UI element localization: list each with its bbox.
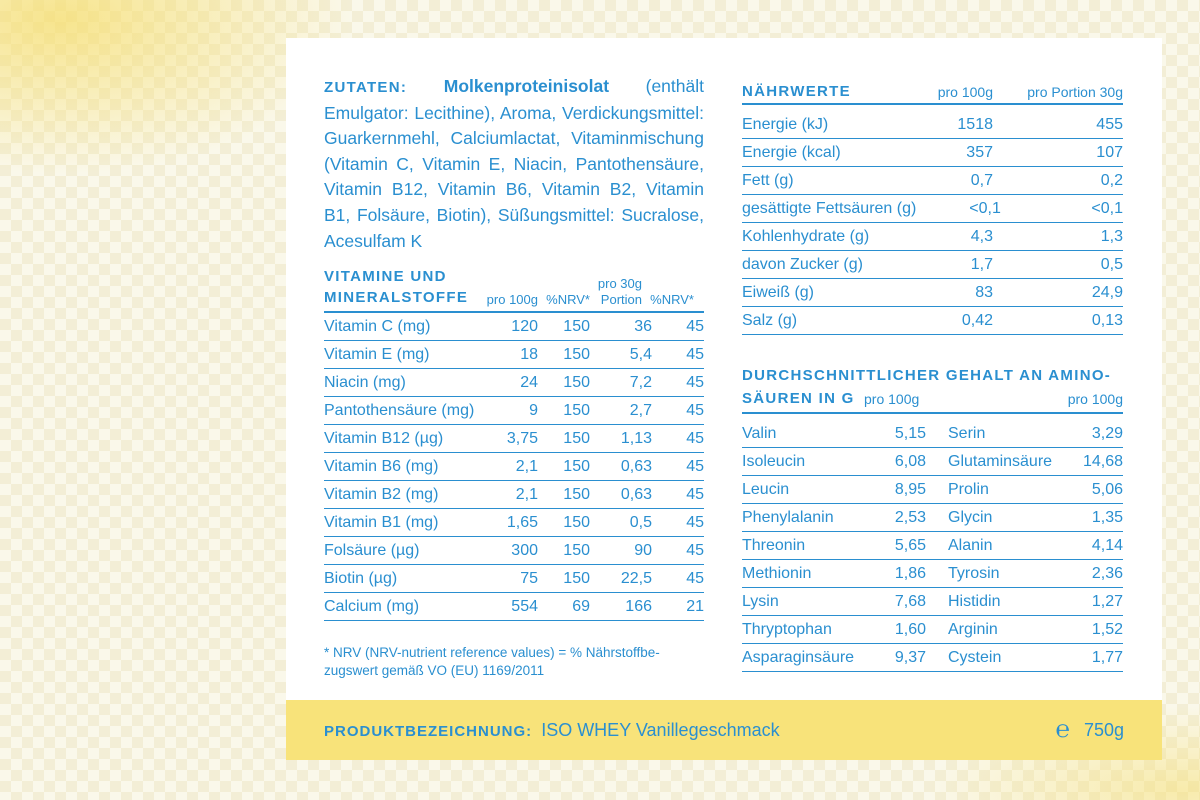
nutrient-portion: <0,1 xyxy=(1091,199,1123,217)
amino-row xyxy=(742,420,1123,448)
amino-value-left: 9,37 xyxy=(894,648,926,666)
vitamin-nrv-100: 150 xyxy=(563,373,590,391)
nutrition-title: NÄHRWERTE xyxy=(742,83,851,100)
product-designation-label: PRODUKTBEZEICHNUNG: xyxy=(324,722,533,740)
vitamin-row xyxy=(324,509,704,537)
col-portion: pro Portion 30g xyxy=(1027,84,1123,100)
nutrition-row xyxy=(742,139,1123,167)
vitamin-nrv-portion: 45 xyxy=(686,401,704,419)
product-designation xyxy=(324,720,1056,741)
nutrient-portion: 24,9 xyxy=(1091,283,1123,301)
nutrient-per100: 1518 xyxy=(957,115,993,133)
vitamin-nrv-100: 150 xyxy=(563,345,590,363)
vitamin-nrv-100: 150 xyxy=(563,569,590,587)
amino-value-left: 5,65 xyxy=(894,536,926,554)
amino-name-right: Cystein xyxy=(948,648,1002,666)
amino-col-b: pro 100g xyxy=(1067,391,1123,407)
vitamin-per100: 120 xyxy=(511,317,538,335)
nutrient-portion: 455 xyxy=(1096,115,1123,133)
amino-name-right: Histidin xyxy=(948,592,1001,610)
nutrition-row xyxy=(742,195,1123,223)
amino-row xyxy=(742,448,1123,476)
vitamin-portion: 0,63 xyxy=(620,485,652,503)
amino-name-left: Phenylalanin xyxy=(742,508,834,526)
vitamin-row xyxy=(324,369,704,397)
nutrient-per100: 0,42 xyxy=(961,311,993,329)
amino-row xyxy=(742,560,1123,588)
vitamin-portion: 166 xyxy=(625,597,652,615)
amino-name-right: Glutaminsäure xyxy=(948,452,1053,470)
amino-row xyxy=(742,532,1123,560)
vitamins-title xyxy=(324,266,474,308)
amino-table xyxy=(742,364,1123,672)
vitamin-per100: 3,75 xyxy=(506,429,538,447)
amino-row xyxy=(742,644,1123,672)
vitamin-name: Vitamin B6 (mg) xyxy=(324,457,439,475)
amino-title-line1: DURCHSCHNITTLICHER GEHALT AN AMINO- xyxy=(742,367,1112,384)
vitamin-name: Niacin (mg) xyxy=(324,373,406,391)
net-weight xyxy=(1056,716,1124,744)
amino-row xyxy=(742,616,1123,644)
vitamin-per100: 300 xyxy=(511,541,538,559)
nutrition-row xyxy=(742,111,1123,139)
amino-row xyxy=(742,588,1123,616)
col-per100: pro 100g xyxy=(937,84,993,100)
amino-name-left: Thryptophan xyxy=(742,620,832,638)
vitamin-name: Vitamin B2 (mg) xyxy=(324,485,439,503)
col-portion-line2: Portion xyxy=(600,292,642,307)
amino-name-left: Isoleucin xyxy=(742,452,806,470)
amino-value-right: 2,36 xyxy=(1091,564,1123,582)
amino-value-right: 5,06 xyxy=(1091,480,1123,498)
amino-row xyxy=(742,504,1123,532)
vitamins-rows xyxy=(324,313,704,621)
amino-name-right: Serin xyxy=(948,424,986,442)
ingredients-main: Molkenproteinisolat xyxy=(443,76,610,96)
amino-value-right: 1,27 xyxy=(1091,592,1123,610)
vitamin-name: Pantothensäure (mg) xyxy=(324,401,475,419)
vitamin-name: Biotin (µg) xyxy=(324,569,398,587)
vitamin-nrv-100: 150 xyxy=(563,457,590,475)
amino-rows xyxy=(742,420,1123,672)
nutrition-row xyxy=(742,251,1123,279)
vitamin-portion: 22,5 xyxy=(620,569,652,587)
vitamin-nrv-100: 150 xyxy=(563,541,590,559)
vitamin-name: Vitamin B12 (µg) xyxy=(324,429,444,447)
amino-name-left: Valin xyxy=(742,424,777,442)
product-name: ISO WHEY Vanillegeschmack xyxy=(541,719,780,740)
vitamin-row xyxy=(324,425,704,453)
vitamins-table-header xyxy=(324,264,704,313)
vitamin-portion: 36 xyxy=(634,317,652,335)
nutrient-name: Energie (kcal) xyxy=(742,143,841,161)
nutrition-label-card xyxy=(286,38,1162,760)
nutrition-row xyxy=(742,167,1123,195)
footnote-line2: zugswert gemäß VO (EU) 1169/2011 xyxy=(324,663,545,678)
ingredients-text xyxy=(324,74,704,254)
nutrient-portion: 107 xyxy=(1096,143,1123,161)
vitamin-per100: 9 xyxy=(529,401,538,419)
amino-value-right: 4,14 xyxy=(1091,536,1123,554)
col-portion-line1: pro 30g xyxy=(597,276,642,291)
vitamin-row xyxy=(324,593,704,621)
nutrient-per100: <0,1 xyxy=(969,199,1001,217)
vitamin-row xyxy=(324,397,704,425)
vitamin-per100: 18 xyxy=(520,345,538,363)
vitamin-nrv-100: 150 xyxy=(563,401,590,419)
ingredients-label: ZUTATEN: xyxy=(324,79,408,96)
nutrient-portion: 1,3 xyxy=(1100,227,1123,245)
vitamin-name: Folsäure (µg) xyxy=(324,541,420,559)
vitamin-per100: 2,1 xyxy=(515,485,538,503)
nutrient-portion: 0,2 xyxy=(1100,171,1123,189)
col-per100: pro 100g xyxy=(486,292,538,307)
nutrient-per100: 357 xyxy=(966,143,993,161)
nutrient-per100: 4,3 xyxy=(970,227,993,245)
amino-title xyxy=(742,364,1123,410)
amino-value-left: 8,95 xyxy=(894,480,926,498)
nutrition-row xyxy=(742,223,1123,251)
nutrient-portion: 0,13 xyxy=(1091,311,1123,329)
amino-value-right: 1,52 xyxy=(1091,620,1123,638)
weight-value: 750g xyxy=(1083,719,1124,740)
vitamin-per100: 75 xyxy=(520,569,538,587)
vitamin-portion: 1,13 xyxy=(620,429,652,447)
ingredients-rest: (enthält Emulgator: Lecithine), Aroma, Verdickungsmittel: Guarkernmehl, Calciumlactat, Vitaminmischung (Vitamin C, Vitamin E, Niacin, Pantothensäure, Vitamin B12, Vitamin B6, Vitamin B2, Vitamin B1, Folsäure, Biotin), Süßungsmittel: Sucralose, Acesulfam K xyxy=(324,76,704,251)
vitamin-row xyxy=(324,313,704,341)
amino-col-a: pro 100g xyxy=(864,391,920,407)
vitamin-portion: 2,7 xyxy=(629,401,652,419)
vitamin-nrv-portion: 45 xyxy=(686,513,704,531)
vitamin-nrv-portion: 45 xyxy=(686,373,704,391)
amino-name-right: Tyrosin xyxy=(948,564,1000,582)
vitamin-nrv-portion: 45 xyxy=(686,457,704,475)
vitamin-nrv-portion: 45 xyxy=(686,569,704,587)
vitamin-row xyxy=(324,565,704,593)
nutrient-name: Salz (g) xyxy=(742,311,798,329)
amino-value-left: 6,08 xyxy=(894,452,926,470)
amino-name-left: Asparaginsäure xyxy=(742,648,855,666)
amino-title-line2: SÄUREN IN G xyxy=(742,390,855,407)
nutrition-table-header xyxy=(742,76,1123,105)
amino-value-right: 3,29 xyxy=(1091,424,1123,442)
vitamin-per100: 2,1 xyxy=(515,457,538,475)
amino-table-header xyxy=(742,364,1123,414)
amino-value-left: 1,60 xyxy=(894,620,926,638)
footnote-line1: * NRV (NRV-nutrient reference values) = % Nährstoffbe- xyxy=(324,645,660,660)
vitamin-row xyxy=(324,481,704,509)
amino-name-left: Methionin xyxy=(742,564,812,582)
vitamin-portion: 0,5 xyxy=(629,513,652,531)
amino-name-left: Threonin xyxy=(742,536,806,554)
estimated-sign-icon: ℮ xyxy=(1055,716,1070,743)
vitamin-nrv-100: 69 xyxy=(572,597,590,615)
amino-name-right: Prolin xyxy=(948,480,989,498)
vitamin-name: Vitamin B1 (mg) xyxy=(324,513,439,531)
vitamin-nrv-100: 150 xyxy=(563,513,590,531)
vitamin-per100: 554 xyxy=(511,597,538,615)
amino-name-left: Lysin xyxy=(742,592,779,610)
col-nrv-100: %NRV* xyxy=(546,292,590,307)
vitamin-portion: 0,63 xyxy=(620,457,652,475)
amino-row xyxy=(742,476,1123,504)
vitamin-nrv-portion: 45 xyxy=(686,317,704,335)
vitamin-nrv-portion: 45 xyxy=(686,485,704,503)
amino-value-left: 5,15 xyxy=(894,424,926,442)
nutrient-name: gesättigte Fettsäuren (g) xyxy=(742,199,917,217)
vitamin-portion: 90 xyxy=(634,541,652,559)
col-nrv-portion: %NRV* xyxy=(650,292,694,307)
vitamin-nrv-portion: 45 xyxy=(686,429,704,447)
vitamin-name: Calcium (mg) xyxy=(324,597,420,615)
nutrition-rows xyxy=(742,111,1123,335)
vitamin-nrv-100: 150 xyxy=(563,317,590,335)
vitamin-nrv-portion: 45 xyxy=(686,345,704,363)
vitamin-portion: 7,2 xyxy=(629,373,652,391)
col-portion xyxy=(590,276,642,308)
nutrient-name: davon Zucker (g) xyxy=(742,255,863,273)
vitamin-nrv-100: 150 xyxy=(563,485,590,503)
nutrient-portion: 0,5 xyxy=(1100,255,1123,273)
nutrient-name: Energie (kJ) xyxy=(742,115,829,133)
nutrition-table xyxy=(742,76,1123,335)
amino-value-left: 2,53 xyxy=(894,508,926,526)
amino-name-right: Arginin xyxy=(948,620,998,638)
vitamin-row xyxy=(324,341,704,369)
vitamin-row xyxy=(324,453,704,481)
vitamin-per100: 24 xyxy=(520,373,538,391)
amino-value-left: 1,86 xyxy=(894,564,926,582)
nutrition-row xyxy=(742,307,1123,335)
amino-name-right: Alanin xyxy=(948,536,993,554)
vitamin-nrv-portion: 45 xyxy=(686,541,704,559)
vitamins-title-line1: VITAMINE UND xyxy=(324,268,447,285)
amino-value-right: 1,35 xyxy=(1091,508,1123,526)
nutrient-per100: 1,7 xyxy=(970,255,993,273)
vitamins-title-line2: MINERALSTOFFE xyxy=(324,289,469,306)
nutrient-per100: 83 xyxy=(975,283,993,301)
amino-value-left: 7,68 xyxy=(894,592,926,610)
vitamin-name: Vitamin E (mg) xyxy=(324,345,430,363)
nutrient-per100: 0,7 xyxy=(970,171,993,189)
vitamins-table xyxy=(324,264,704,621)
vitamin-nrv-100: 150 xyxy=(563,429,590,447)
nutrition-row xyxy=(742,279,1123,307)
vitamin-name: Vitamin C (mg) xyxy=(324,317,431,335)
nutrient-name: Kohlenhydrate (g) xyxy=(742,227,870,245)
nutrient-name: Fett (g) xyxy=(742,171,794,189)
vitamin-portion: 5,4 xyxy=(629,345,652,363)
amino-value-right: 1,77 xyxy=(1091,648,1123,666)
amino-name-right: Glycin xyxy=(948,508,993,526)
vitamin-per100: 1,65 xyxy=(506,513,538,531)
product-footer xyxy=(286,700,1162,760)
vitamin-nrv-portion: 21 xyxy=(686,597,704,615)
vitamin-row xyxy=(324,537,704,565)
nrv-footnote xyxy=(324,644,704,680)
amino-value-right: 14,68 xyxy=(1082,452,1123,470)
nutrient-name: Eiweiß (g) xyxy=(742,283,815,301)
amino-name-left: Leucin xyxy=(742,480,790,498)
